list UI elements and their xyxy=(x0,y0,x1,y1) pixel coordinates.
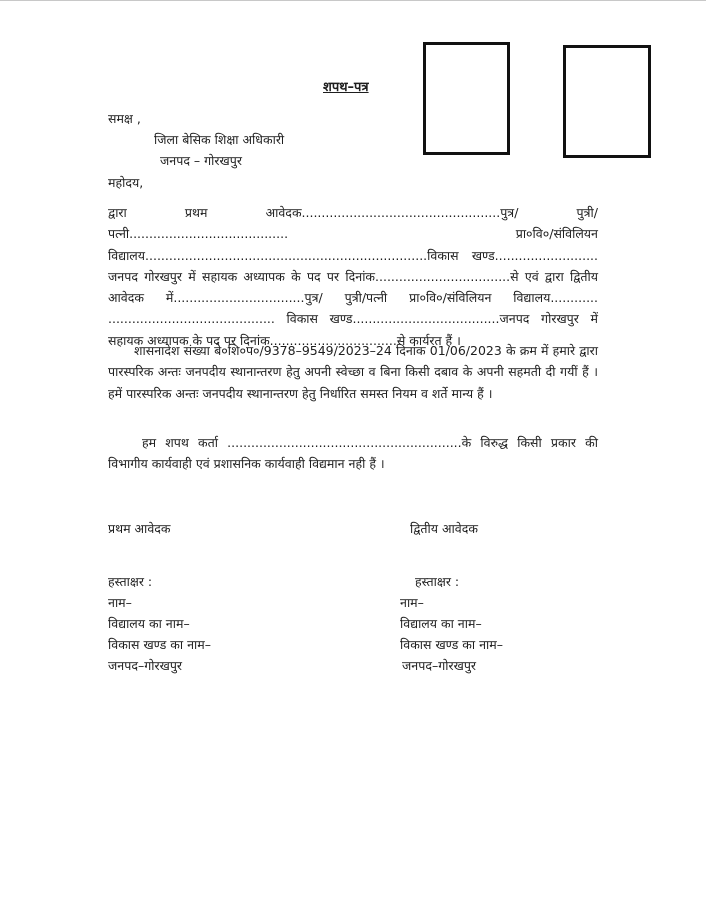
name-label: नाम– xyxy=(400,595,424,610)
paragraph-government-order: शासनादेश संख्या बे०शि०प०/9378–9549/2023–24 दिनांक 01/06/2023 के क्रम में हमारे द्वारा पारस्परिक अन्तः जनपदीय स्थानान्तरण हेतु अपनी स्वेच्छा व बिना किसी दबाव के अपनी सहमती दी गयीं हैं । हमें पारस्परिक अन्तः जनपदीय स्थानान्तरण हेतु निर्धारित समस्त नियम व शर्ते मान्य हैं । xyxy=(108,343,598,401)
signature-label: हस्ताक्षर : xyxy=(415,574,460,589)
recipient-district: जनपद – गोरखपुर xyxy=(160,153,242,168)
paragraph-declaration: हम शपथ कर्ता ...........................................................के विरुद्ध किसी प्रकार की विभागीय कार्यवाही एवं प्रशासनिक कार्यवाही विद्यमान नही हैं । xyxy=(108,435,598,472)
block-name-label: विकास खण्ड का नाम– xyxy=(400,637,503,652)
district-label: जनपद–गोरखपुर xyxy=(108,658,183,673)
signatory-heading: प्रथम आवेदक xyxy=(108,521,171,536)
paragraph-applicant-details: द्वारा प्रथम आवेदक..................................................पुत्र/ पुत्री/पत्नी........................................ प्रा०वि०/संविलियन विद्यालय.......................................................................विकास खण्ड.......................... जनपद गोरखपुर में सहायक अध्यापक के पद पर दिनांक..................................से एवं द्वारा द्वितीय आवेदक में.................................पुत्र/ पुत्री/पत्नी प्रा०वि०/संविलियन विद्यालय............ .......................................... विकास खण्ड.....................................जनपद गोरखपुर में सहायक अध्यापक के पद पर दिनांक................................से कार्यरत हैं । xyxy=(108,205,598,348)
photo-box-first-applicant xyxy=(423,42,510,155)
signature-label: हस्ताक्षर : xyxy=(108,574,153,589)
block-name-label: विकास खण्ड का नाम– xyxy=(108,637,211,652)
photo-box-second-applicant xyxy=(563,45,651,158)
name-label: नाम– xyxy=(108,595,132,610)
salutation-to: समक्ष , xyxy=(108,111,141,126)
school-name-label: विद्यालय का नाम– xyxy=(400,616,482,631)
district-label: जनपद–गोरखपुर xyxy=(402,658,477,673)
signatory-heading: द्वितीय आवेदक xyxy=(410,521,478,536)
top-border-line xyxy=(0,0,706,1)
school-name-label: विद्यालय का नाम– xyxy=(108,616,190,631)
recipient-designation: जिला बेसिक शिक्षा अधिकारी xyxy=(154,132,285,147)
greeting: महोदय, xyxy=(108,175,144,190)
document-title: शपथ–पत्र xyxy=(323,80,369,95)
